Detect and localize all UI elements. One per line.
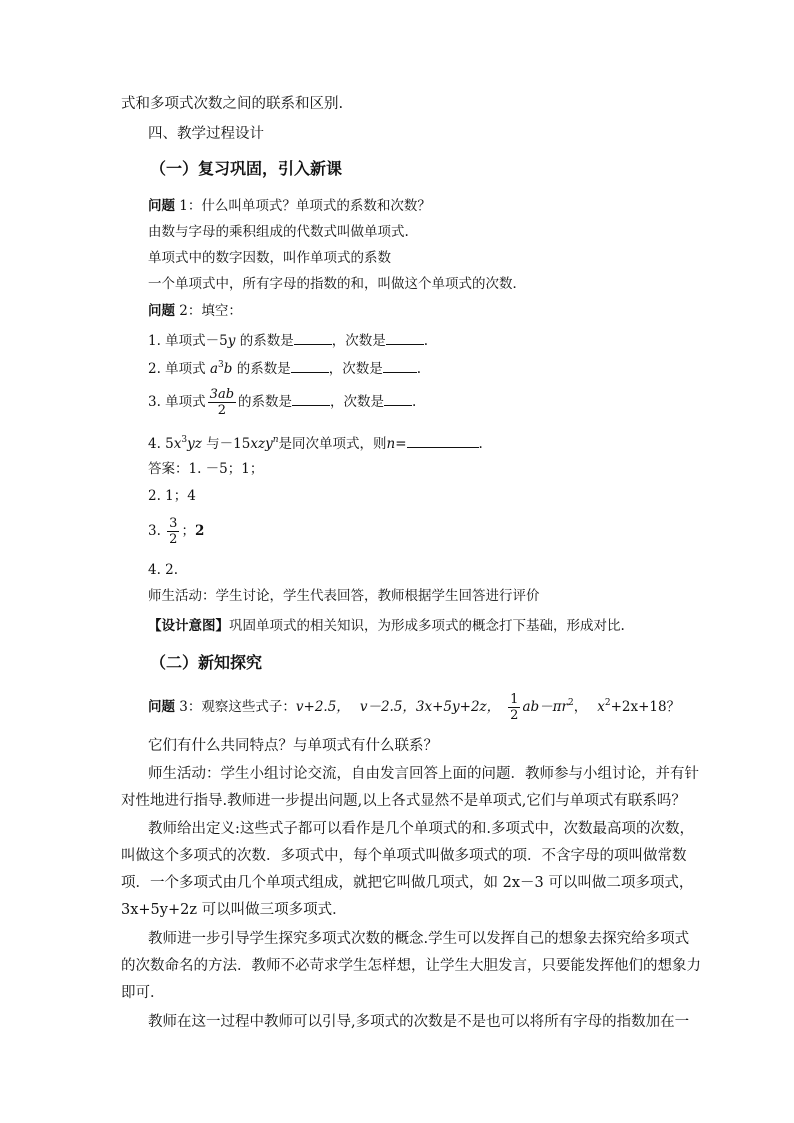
math-expression: 3x+5y+2z，: [415, 699, 501, 715]
activity-paragraph-line: 对性地进行指导.教师进一步提出问题,以上各式显然不是单项式,它们与单项式有联系吗？: [121, 793, 686, 809]
activity-paragraph-line: 师生活动：学生小组讨论交流，自由发言回答上面的问题．教师参与小组讨论，并有针: [148, 766, 699, 782]
fraction-denominator: 2: [510, 708, 519, 723]
fraction-numerator: 3ab: [209, 387, 235, 402]
math-expression: v－2.5，: [359, 699, 416, 715]
math-exponent: 3: [181, 435, 188, 445]
design-intent-label: 【设计意图】: [148, 618, 229, 634]
math-expression: ab－πr: [522, 699, 568, 715]
subsection-heading-explore: （二）新知探究: [150, 653, 263, 672]
math-variable: b: [223, 361, 233, 377]
math-expression: x: [597, 699, 605, 715]
fraction-denominator: 2: [169, 532, 178, 547]
question-label: 问题: [148, 198, 175, 214]
design-intent-text: 巩固单项式的相关知识，为形成多项式的概念打下基础，形成对比.: [229, 618, 625, 634]
answer-blank[interactable]: [407, 434, 479, 448]
math-variable: xzy: [250, 436, 273, 452]
math-variable: yz: [187, 436, 202, 452]
problem-text: =: [395, 436, 407, 452]
answer-blank[interactable]: [386, 331, 424, 345]
math-variable: x: [173, 436, 182, 452]
definition-paragraph-line: 3x+5y+2z 可以叫做三项多项式．: [121, 902, 347, 918]
definition-degree: 一个单项式中，所有字母的指数的和，叫做这个单项式的次数．: [148, 276, 526, 292]
problem-2: [148, 359, 421, 378]
definition-paragraph-line: 叫做这个多项式的次数．多项式中，每个单项式叫做多项式的项．不含字母的项叫做常数: [121, 848, 687, 864]
math-variable: y: [227, 333, 236, 349]
problem-text: 3. 单项式: [148, 394, 206, 410]
question-text: 3：观察这些式子：: [175, 699, 296, 715]
definition-paragraph-line: 教师给出定义:这些式子都可以看作是几个单项式的和.多项式中，次数最高项的次数，: [148, 821, 694, 837]
activity-note: 师生活动：学生讨论，学生代表回答，教师根据学生回答进行评价: [148, 588, 540, 604]
problem-text: 的系数是: [238, 394, 293, 410]
problem-text: 是同次单项式，则: [278, 436, 387, 452]
answer-3: [148, 514, 204, 548]
definition-coefficient: 单项式中的数字因数，叫作单项式的系数: [148, 250, 391, 266]
problem-text: .: [423, 333, 428, 349]
problem-text: ，次数是: [331, 333, 386, 349]
question-1: [148, 197, 431, 215]
answer-text: 2: [194, 523, 205, 539]
definition-monomial: 由数与字母的乘积组成的代数式叫做单项式.: [148, 224, 409, 240]
question-label: 问题: [148, 699, 175, 715]
question-2: [148, 302, 242, 320]
subsection-heading-review: （一）复习巩固，引入新课: [150, 159, 343, 178]
problem-text: .: [416, 361, 422, 377]
paragraph-continuation: 式和多项式次数之间的联系和区别.: [121, 96, 344, 112]
answer-blank[interactable]: [291, 359, 329, 373]
design-intent: [148, 617, 625, 635]
guidance-paragraph-line: 即可．: [121, 985, 165, 1001]
problem-4: [148, 434, 483, 453]
math-exponent: 3: [218, 360, 224, 370]
problem-text: 2. 单项式: [148, 361, 210, 377]
answer-2: 2. 1；4: [148, 488, 196, 504]
fraction: [508, 692, 520, 723]
math-variable: n: [386, 436, 396, 452]
problem-1: [148, 331, 428, 350]
answer-blank[interactable]: [383, 359, 417, 373]
answer-label: 答案：: [148, 461, 189, 477]
answer-text: ；: [181, 523, 195, 539]
answer-blank[interactable]: [294, 331, 332, 345]
guidance-paragraph-line: 的次数命名的方法．教师不必苛求学生怎样想，让学生大胆发言，只要能发挥他们的想象力: [121, 958, 701, 974]
fraction-numerator: 1: [510, 692, 519, 707]
math-expression: ，: [573, 699, 588, 715]
question-followup: 它们有什么共同特点？与单项式有什么联系？: [148, 738, 438, 754]
math-expression: v+2.5，: [295, 699, 350, 715]
problem-text: 的系数是: [232, 361, 291, 377]
question-label: 问题: [148, 303, 175, 319]
guidance-paragraph-line: 教师在这一过程中教师可以引导,多项式的次数是不是也可以将所有字母的指数加在一: [148, 1014, 690, 1030]
fraction: [208, 387, 236, 418]
definition-paragraph-line: 项．一个多项式由几个单项式组成，就把它叫做几项式，如 2x－3 可以叫做二项多项式，: [121, 875, 694, 891]
answer-text: 3.: [148, 523, 166, 539]
problem-3: [148, 385, 416, 419]
answer-blank[interactable]: [384, 392, 412, 406]
answer-1: [148, 460, 263, 478]
problem-text: .: [478, 436, 483, 452]
math-variable: a: [209, 361, 219, 377]
answer-blank[interactable]: [292, 392, 330, 406]
fraction-numerator: 3: [169, 516, 178, 531]
problem-text: ，次数是: [330, 394, 385, 410]
math-expression: +2x+18？: [610, 699, 681, 715]
answer-4: 4. 2.: [148, 562, 179, 578]
problem-text: 4. 5: [148, 436, 174, 452]
problem-text: 的系数是: [235, 333, 294, 349]
math-exponent: 2: [604, 698, 611, 708]
section-heading-4: 四、教学过程设计: [148, 126, 264, 142]
problem-text: 与－15: [201, 436, 251, 452]
math-exponent: 2: [567, 698, 574, 708]
problem-text: .: [412, 394, 417, 410]
fraction-denominator: 2: [217, 403, 226, 418]
question-3: [148, 690, 680, 724]
math-exponent: n: [272, 435, 279, 445]
problem-text: 1. 单项式－5: [148, 333, 228, 349]
answer-text: 1. －5；1；: [188, 461, 264, 477]
problem-text: ，次数是: [328, 361, 383, 377]
fraction: [167, 516, 179, 547]
question-text: 1：什么叫单项式？单项式的系数和次数？: [175, 198, 431, 214]
guidance-paragraph-line: 教师进一步引导学生探究多项式次数的概念.学生可以发挥自己的想象去探究给多项式: [148, 931, 690, 947]
question-text: 2：填空：: [175, 303, 242, 319]
